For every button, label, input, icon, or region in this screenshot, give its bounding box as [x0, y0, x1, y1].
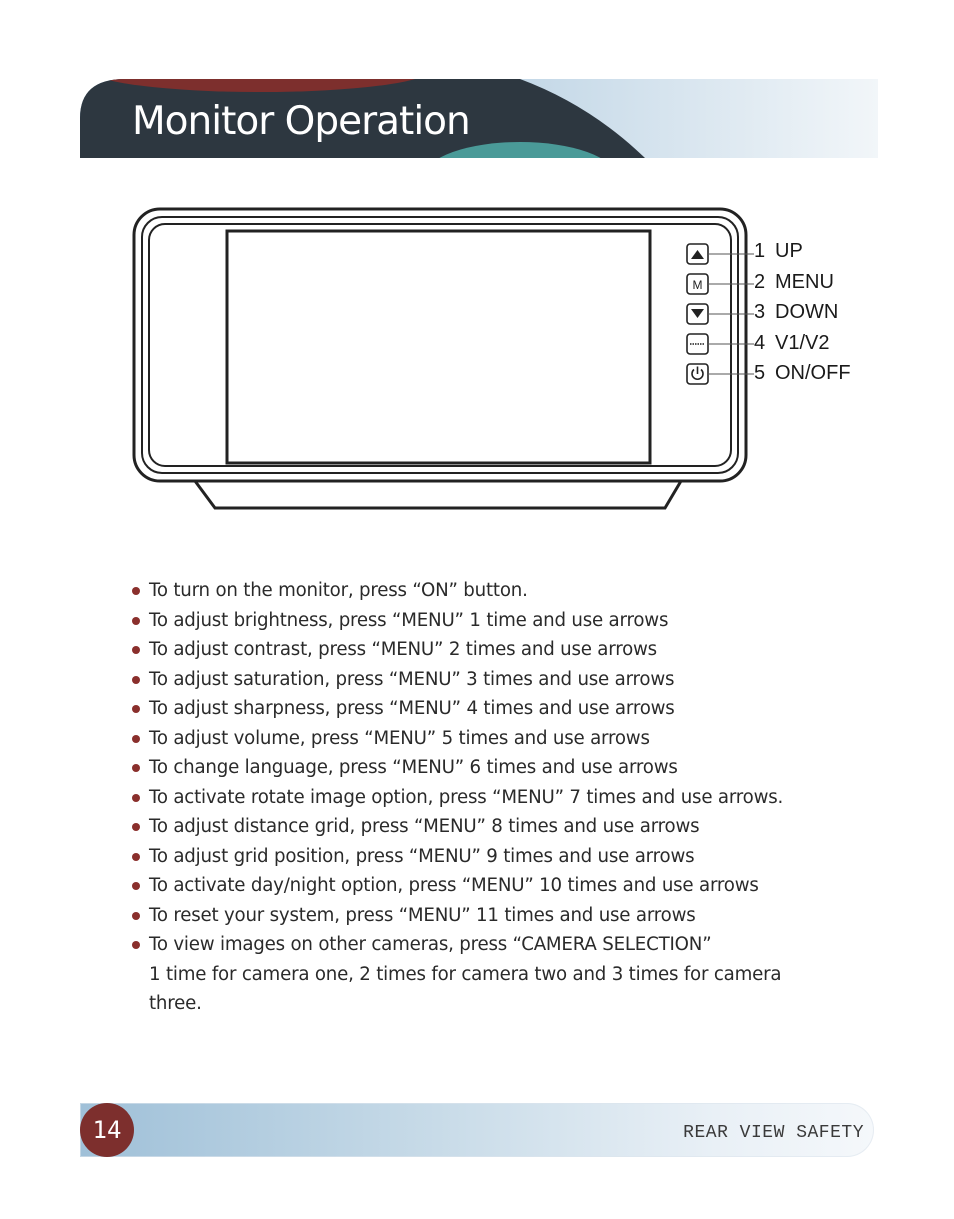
list-item: To adjust sharpness, press “MENU” 4 times and use arrows [130, 694, 850, 724]
instruction-list [130, 576, 850, 1019]
button-label-v1-v2: 4 V1/V2 [754, 332, 830, 354]
power-button [687, 364, 708, 384]
camera-selection-line-2: 1 time for camera one, 2 times for camera two and 3 times for camera [149, 963, 782, 985]
list-item: To activate day/night option, press “MENU” 10 times and use arrows [130, 871, 850, 901]
button-label-down: 3 DOWN [754, 301, 839, 323]
v1-v2-button [687, 334, 708, 354]
list-item: To turn on the monitor, press “ON” button. [130, 576, 850, 606]
list-item: To adjust grid position, press “MENU” 9 times and use arrows [130, 842, 850, 872]
list-item: To adjust contrast, press “MENU” 2 times and use arrows [130, 635, 850, 665]
button-label-on-off: 5 ON/OFF [754, 362, 851, 384]
list-item: To change language, press “MENU” 6 times and use arrows [130, 753, 850, 783]
down-button [687, 304, 708, 324]
menu-m-icon: M [692, 278, 703, 292]
list-item: To adjust volume, press “MENU” 5 times and use arrows [130, 724, 850, 754]
banner-red-swoosh [90, 48, 430, 92]
button-label-menu: 2 MENU [754, 271, 834, 293]
up-button [687, 244, 708, 264]
list-item-camera-selection [130, 930, 850, 1019]
button-label-up: 1 UP [754, 240, 803, 262]
camera-selection-line-1: To view images on other cameras, press “CAMERA SELECTION” [149, 934, 712, 955]
list-item: To adjust saturation, press “MENU” 3 times and use arrows [130, 665, 850, 695]
list-item: To activate rotate image option, press “MENU” 7 times and use arrows. [130, 783, 850, 813]
footer-brand: REAR VIEW SAFETY [683, 1123, 864, 1143]
list-item: To adjust distance grid, press “MENU” 8 times and use arrows [130, 812, 850, 842]
list-item: To adjust brightness, press “MENU” 1 time and use arrows [130, 606, 850, 636]
camera-selection-line-3: three. [149, 993, 202, 1014]
menu-button [687, 274, 708, 294]
page-number: 14 [92, 1116, 122, 1144]
page-title: Monitor Operation [132, 99, 470, 144]
monitor-screen [227, 231, 650, 463]
list-item: To reset your system, press “MENU” 11 times and use arrows [130, 901, 850, 931]
monitor-stand [195, 481, 681, 508]
